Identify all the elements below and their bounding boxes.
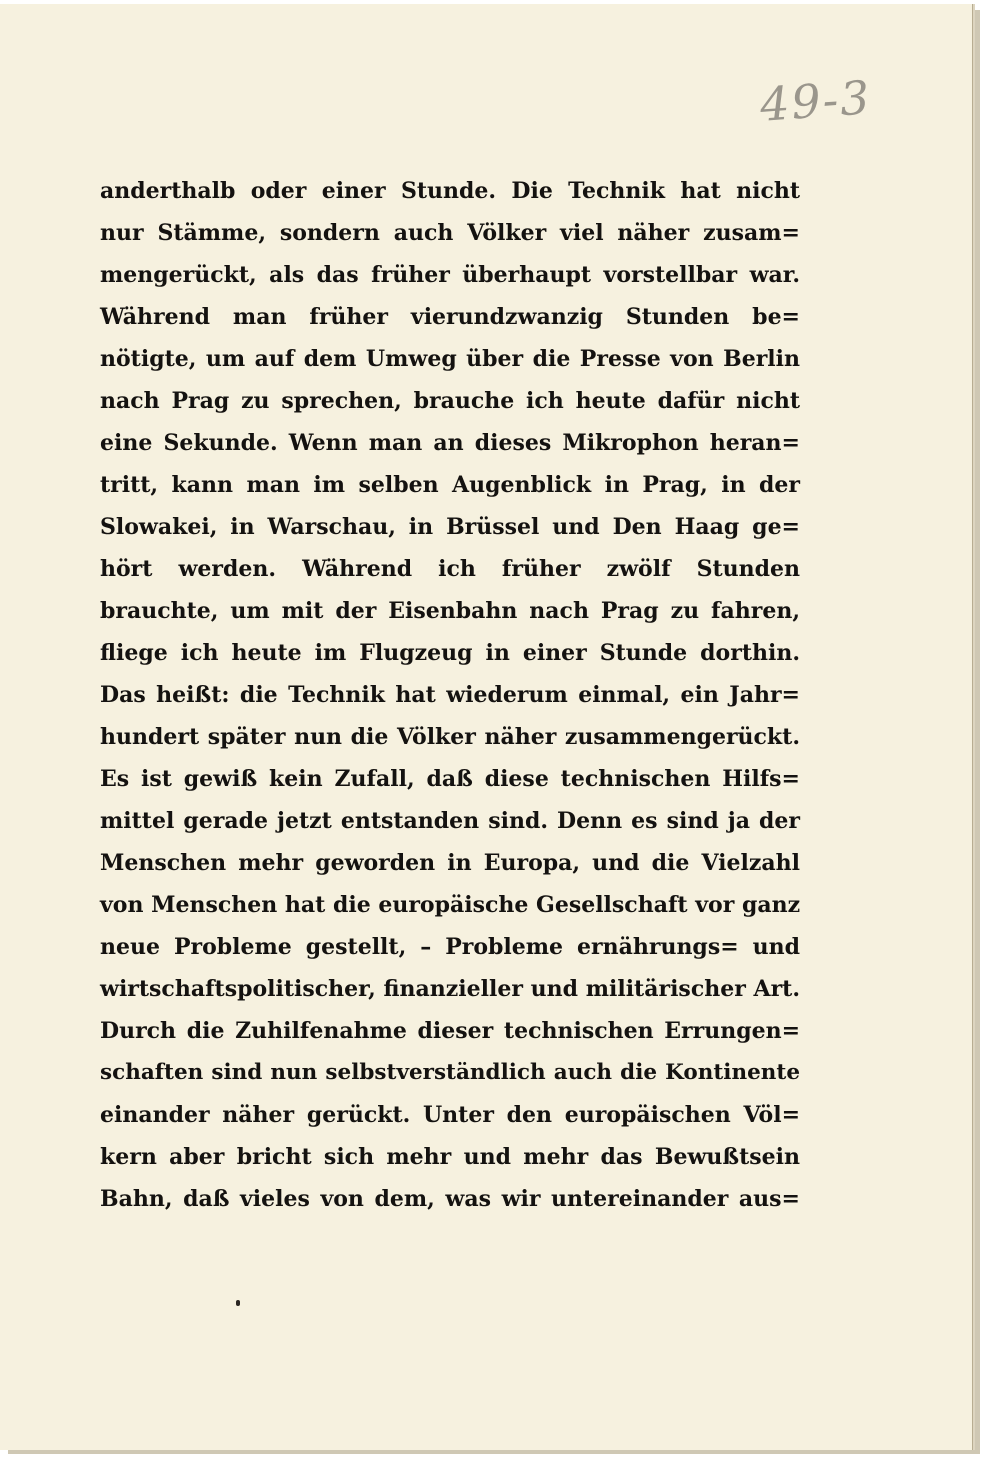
text-line: wirtschaftspolitischer, finanzieller und militärischer Art.	[100, 976, 800, 1002]
text-line: Es ist gewiß kein Zufall, daß diese technischen Hilfs=	[100, 766, 800, 792]
text-line: fliege ich heute im Flugzeug in einer Stunde dorthin.	[100, 640, 800, 666]
text-line: Bahn, daß vieles von dem, was wir untereinander aus=	[100, 1186, 800, 1212]
text-line: eine Sekunde. Wenn man an dieses Mikrophon heran=	[100, 430, 800, 456]
handwritten-page-number: 49-3	[758, 70, 874, 132]
body-text	[100, 170, 800, 1220]
text-line: Slowakei, in Warschau, in Brüssel und Den Haag ge=	[100, 514, 800, 540]
text-line: hört werden. Während ich früher zwölf Stunden	[100, 556, 800, 582]
text-line: tritt, kann man im selben Augenblick in Prag, in der	[100, 472, 800, 498]
text-line: Menschen mehr geworden in Europa, und die Vielzahl	[100, 850, 800, 876]
text-line: Das heißt: die Technik hat wiederum einmal, ein Jahr=	[100, 682, 800, 708]
paper-sheet	[0, 4, 972, 1450]
text-line: Während man früher vierundzwanzig Stunden be=	[100, 304, 800, 330]
text-line: einander näher gerückt. Unter den europäischen Völ=	[100, 1102, 800, 1128]
text-line: kern aber bricht sich mehr und mehr das Bewußtsein	[100, 1144, 800, 1170]
text-line: Durch die Zuhilfenahme dieser technischen Errungen=	[100, 1018, 800, 1044]
text-line: nach Prag zu sprechen, brauche ich heute dafür nicht	[100, 388, 800, 414]
text-line: neue Probleme gestellt, – Probleme ernährungs= und	[100, 934, 800, 960]
text-line: mittel gerade jetzt entstanden sind. Denn es sind ja der	[100, 808, 800, 834]
text-line: anderthalb oder einer Stunde. Die Technik hat nicht	[100, 178, 800, 204]
text-line: schaften sind nun selbstverständlich auch die Kontinente	[100, 1060, 800, 1085]
text-line: hundert später nun die Völker näher zusammengerückt.	[100, 724, 800, 750]
ink-speck	[236, 1300, 240, 1306]
text-line: nötigte, um auf dem Umweg über die Presse von Berlin	[100, 346, 800, 372]
text-line: mengerückt, als das früher überhaupt vorstellbar war.	[100, 262, 800, 288]
text-line: nur Stämme, sondern auch Völker viel näher zusam=	[100, 220, 800, 246]
text-line: brauchte, um mit der Eisenbahn nach Prag zu fahren,	[100, 598, 800, 624]
text-line: von Menschen hat die europäische Gesellschaft vor ganz	[100, 892, 801, 918]
